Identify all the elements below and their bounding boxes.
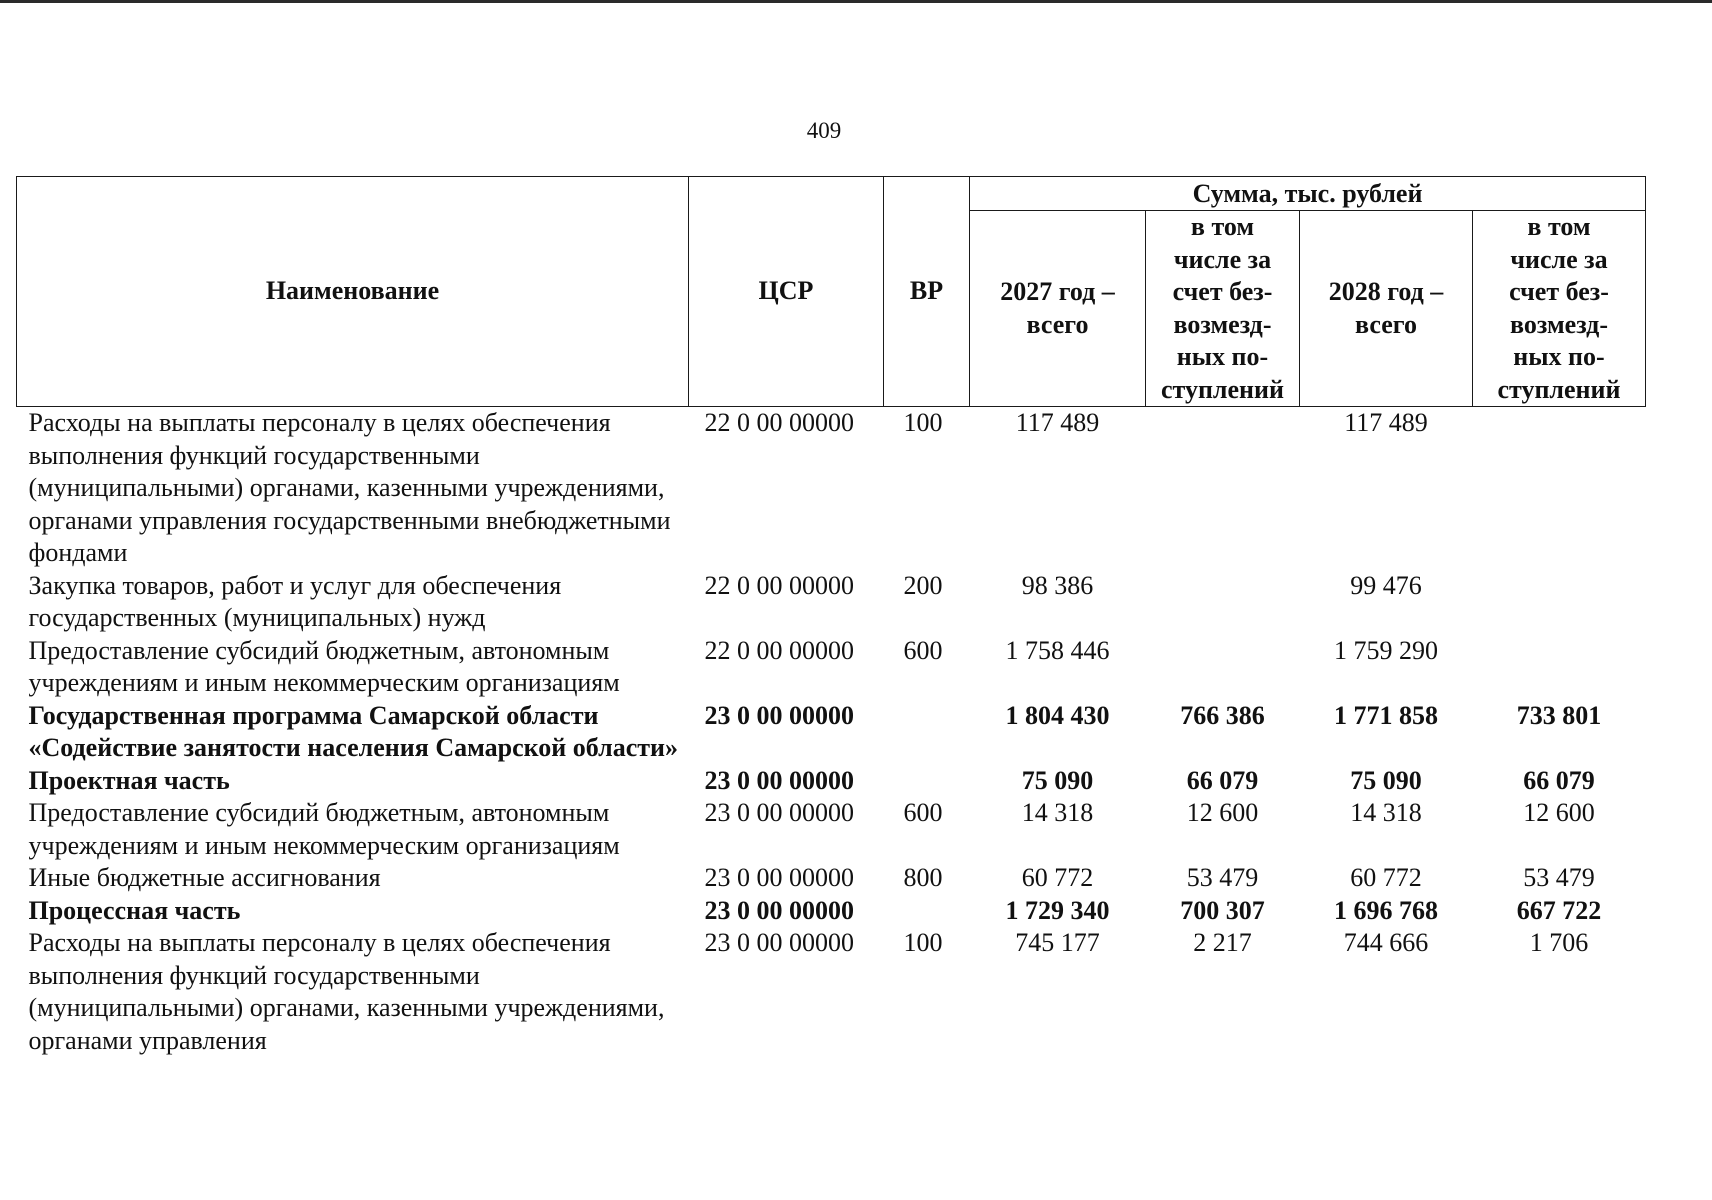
- row-2028-total: 99 476: [1350, 570, 1422, 600]
- row-2027-total: 14 318: [1021, 798, 1094, 827]
- row-name: Расходы на выплаты персоналу в целях обеспечения выполнения функций государственными (муниципальными) органами, казенными учреждениями, органами управления: [28, 928, 665, 1055]
- header-2027-free: в том числе за счет без- возмезд- ных по- ступлений: [1146, 211, 1300, 407]
- table-row: [17, 927, 1646, 1057]
- row-vr: [884, 765, 970, 798]
- row-2027-total: 745 177: [1015, 928, 1100, 957]
- row-2028-total: 1 771 858: [1334, 700, 1438, 730]
- row-name: Проектная часть: [28, 765, 230, 795]
- page-number: 409: [806, 118, 842, 143]
- row-2028-free: 733 801: [1516, 700, 1602, 730]
- row-csr: 23 0 00 00000: [704, 765, 854, 795]
- row-2027-total: 60 772: [1021, 863, 1094, 892]
- row-2027-free: 700 307: [1180, 895, 1265, 925]
- row-2028-free: 12 600: [1523, 798, 1595, 827]
- row-2028-free: 53 479: [1523, 863, 1595, 892]
- row-name: Предоставление субсидий бюджетным, автономным учреждениям и иным некоммерческим организациям: [28, 635, 620, 697]
- table-header: [17, 177, 1646, 407]
- row-name: Процессная часть: [28, 895, 241, 925]
- row-2027-free: 12 600: [1186, 798, 1259, 827]
- row-2027-total: 1 729 340: [1005, 895, 1110, 925]
- row-2028-free: 66 079: [1523, 765, 1595, 795]
- header-name: Наименование: [17, 177, 689, 407]
- row-csr: 23 0 00 00000: [704, 895, 854, 925]
- row-vr: 200: [903, 570, 943, 600]
- row-2027-total: 1 758 446: [1005, 635, 1110, 665]
- top-rule: [0, 0, 1712, 3]
- row-2027-free: [1146, 570, 1300, 635]
- row-2028-total: 60 772: [1350, 863, 1422, 892]
- row-2028-free: [1473, 570, 1646, 635]
- row-2027-total: 75 090: [1021, 765, 1094, 795]
- row-2027-free: 2 217: [1193, 928, 1252, 957]
- table-row: [17, 862, 1646, 895]
- table-row: [17, 635, 1646, 700]
- row-name: Расходы на выплаты персоналу в целях обеспечения выполнения функций государственными (муниципальными) органами, казенными учреждениями, органами управления государственными внебюджетными фондами: [28, 408, 671, 567]
- table-row: [17, 895, 1646, 928]
- row-vr: 100: [903, 928, 943, 957]
- row-2028-free: [1473, 407, 1646, 570]
- row-2027-total: 1 804 430: [1005, 700, 1110, 730]
- row-name: Закупка товаров, работ и услуг для обеспечения государственных (муниципальных) нужд: [28, 570, 562, 632]
- table-row: [17, 407, 1646, 570]
- row-csr: 23 0 00 00000: [704, 928, 854, 957]
- table-body: [17, 407, 1646, 1058]
- row-2028-free: 667 722: [1516, 895, 1602, 925]
- row-2027-total: 98 386: [1021, 570, 1094, 600]
- table-row: [17, 797, 1646, 862]
- row-vr: 600: [903, 635, 943, 665]
- row-2028-total: 1 759 290: [1334, 635, 1438, 665]
- row-csr: 23 0 00 00000: [704, 863, 854, 892]
- row-2027-free: [1146, 635, 1300, 700]
- row-vr: [884, 895, 970, 928]
- row-2028-free: 1 706: [1529, 928, 1589, 957]
- row-2028-total: 117 489: [1344, 408, 1428, 437]
- row-2027-free: 66 079: [1186, 765, 1259, 795]
- header-sum-group: Сумма, тыс. рублей: [970, 177, 1646, 211]
- row-name: Иные бюджетные ассигнования: [28, 863, 381, 892]
- row-csr: 23 0 00 00000: [704, 798, 854, 827]
- table-row: [17, 700, 1646, 765]
- row-name: Государственная программа Самарской области «Содействие занятости населения Самарской области»: [28, 700, 678, 762]
- row-name: Предоставление субсидий бюджетным, автономным учреждениям и иным некоммерческим организациям: [28, 798, 620, 860]
- row-2028-total: 744 666: [1343, 928, 1429, 957]
- row-2027-free: [1146, 407, 1300, 570]
- row-vr: [884, 700, 970, 765]
- table-row: [17, 570, 1646, 635]
- row-vr: 600: [903, 798, 943, 827]
- row-2027-free: 766 386: [1180, 700, 1265, 730]
- row-2028-total: 75 090: [1350, 765, 1422, 795]
- header-2028-free: в том числе за счет без- возмезд- ных по- ступлений: [1473, 211, 1646, 407]
- header-2027-total: 2027 год – всего: [970, 211, 1146, 407]
- header-csr: ЦСР: [689, 177, 884, 407]
- row-vr: 100: [903, 408, 943, 437]
- row-vr: 800: [903, 863, 943, 892]
- row-csr: 22 0 00 00000: [704, 570, 854, 600]
- table-row: [17, 765, 1646, 798]
- header-2028-total: 2028 год – всего: [1300, 211, 1473, 407]
- budget-table: [16, 176, 1646, 1057]
- header-vr: ВР: [884, 177, 970, 407]
- row-csr: 23 0 00 00000: [704, 700, 854, 730]
- row-2028-free: [1473, 635, 1646, 700]
- row-2027-free: 53 479: [1186, 863, 1259, 892]
- row-csr: 22 0 00 00000: [704, 635, 854, 665]
- row-2027-total: 117 489: [1015, 408, 1100, 437]
- row-2028-total: 1 696 768: [1334, 895, 1438, 925]
- row-csr: 22 0 00 00000: [704, 408, 854, 437]
- row-2028-total: 14 318: [1350, 798, 1422, 827]
